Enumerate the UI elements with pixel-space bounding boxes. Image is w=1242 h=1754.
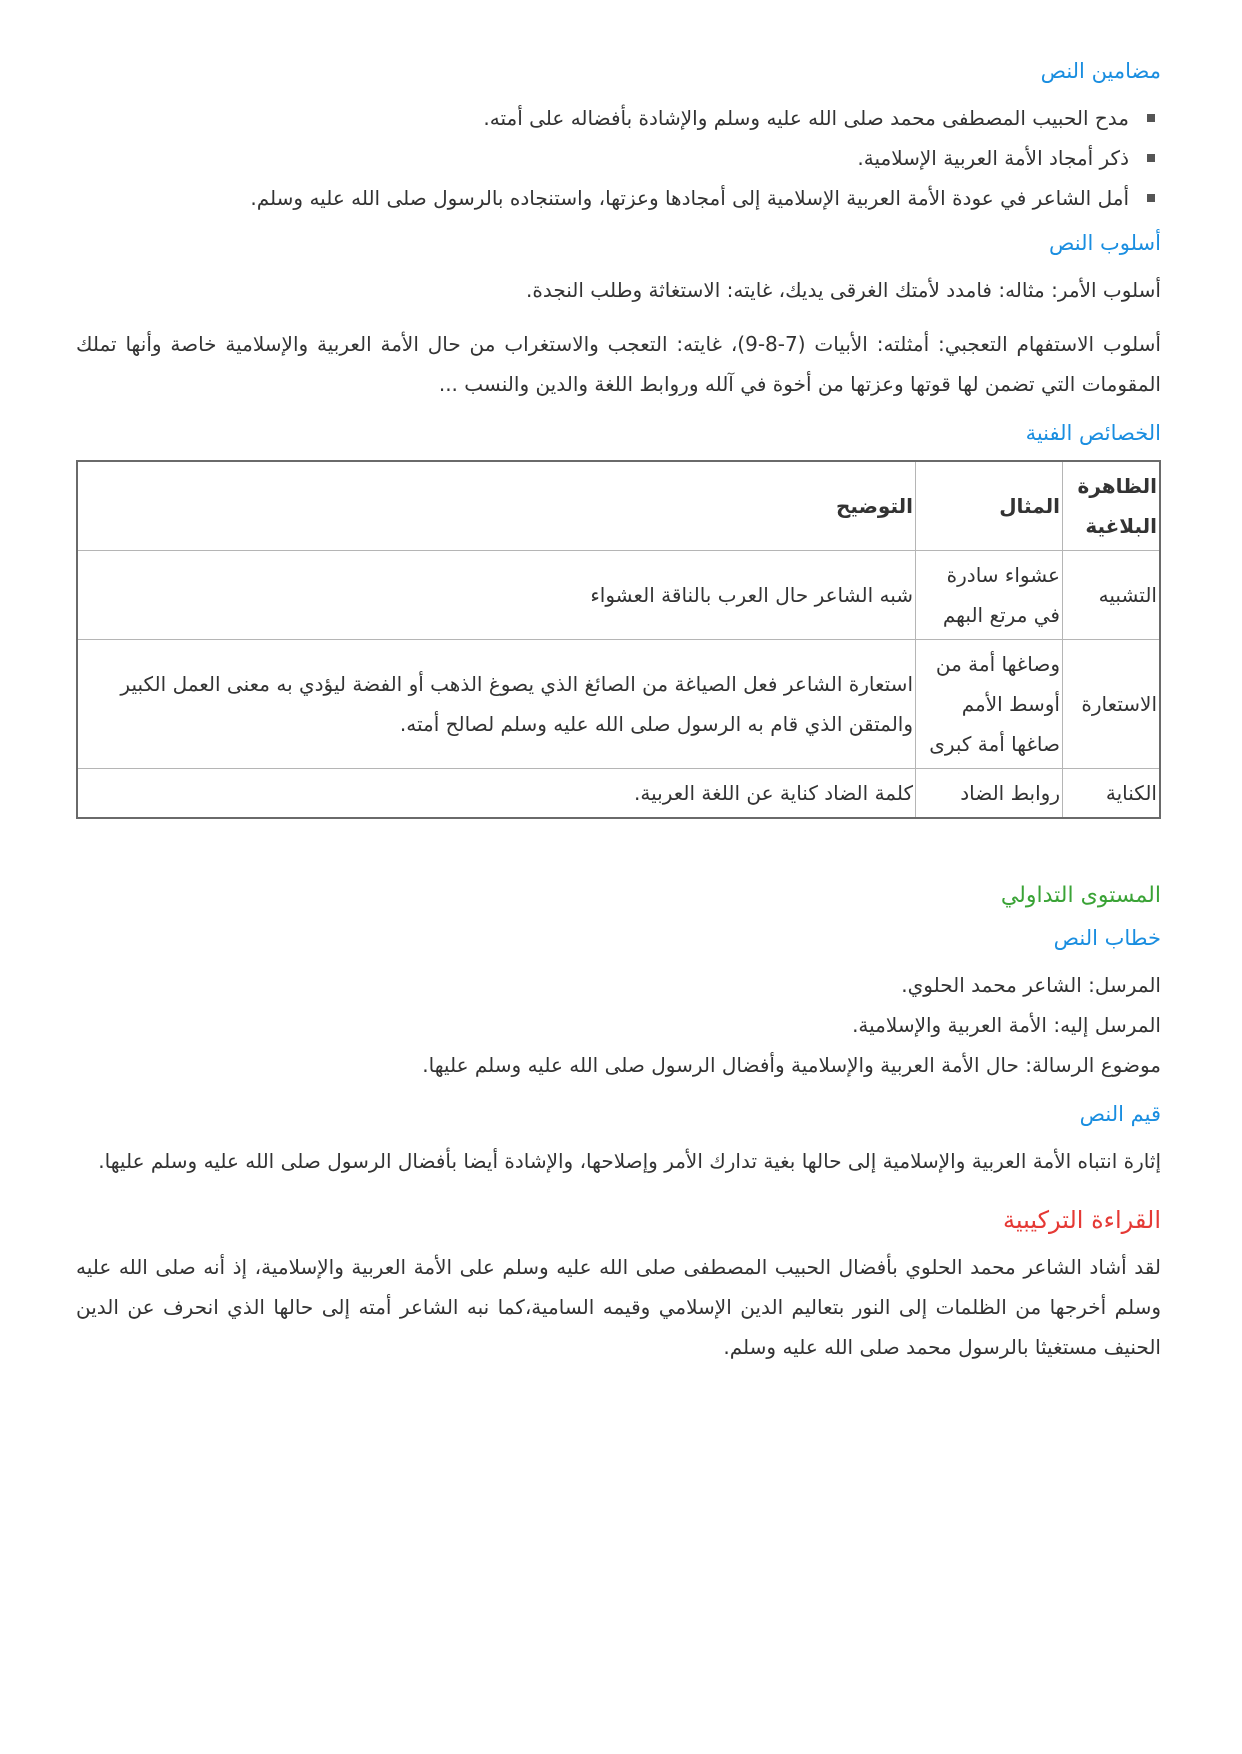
sender-text: المرسل: الشاعر محمد الحلوي. (901, 973, 1161, 997)
header-phenomenon: الظاهرة البلاغية (1063, 461, 1161, 551)
square-bullet-icon (1147, 154, 1155, 162)
values-heading: قيم النص (1079, 1102, 1161, 1126)
themes-heading: مضامين النص (1040, 59, 1161, 83)
features-heading: الخصائص الفنية (1025, 421, 1161, 445)
synthesis-heading: القراءة التركيبية (1002, 1206, 1161, 1234)
message-topic-text: موضوع الرسالة: حال الأمة العربية والإسلامية وأفضال الرسول صلى الله عليه وسلم عليها. (422, 1053, 1161, 1077)
values-text: إثارة انتباه الأمة العربية والإسلامية إلى حالها بغية تدارك الأمر وإصلاحها، والإشادة أيضا بأفضال الرسول صلى الله عليه وسلم عليها. (98, 1149, 1161, 1173)
square-bullet-icon (1147, 194, 1155, 202)
phenomenon-cell: الاستعارة (1063, 640, 1161, 769)
style-heading: أسلوب النص (1049, 231, 1161, 255)
list-item: مدح الحبيب المصطفى محمد صلى الله عليه وسلم والإشادة بأفضاله على أمته. (76, 98, 1161, 138)
example-cell: روابط الضاد (916, 769, 1063, 819)
synthesis-text: لقد أشاد الشاعر محمد الحلوي بأفضال الحبيب المصطفى صلى الله عليه وسلم على الأمة العربية والإسلامية، إذ أنه صلى الله عليه وسلم أخرجها من الظلمات إلى النور بتعاليم الدين الإسلامي وقيمه السامية،كما نبه الشاعر أمته إلى حالها الذي انحرف عن الدين الحنيف مستغيثا بالرسول محمد صلى الله عليه وسلم. (76, 1255, 1161, 1359)
list-item: ذكر أمجاد الأمة العربية الإسلامية. (76, 138, 1161, 178)
features-table (76, 460, 1161, 819)
phenomenon-cell: الكناية (1063, 769, 1161, 819)
square-bullet-icon (1147, 114, 1155, 122)
table-row (77, 769, 1160, 819)
header-explanation: التوضيح (77, 461, 916, 551)
explanation-cell: شبه الشاعر حال العرب بالناقة العشواء (77, 551, 916, 640)
pragmatic-heading: المستوى التداولي (1000, 883, 1161, 908)
recipient-text: المرسل إليه: الأمة العربية والإسلامية. (852, 1013, 1161, 1037)
explanation-cell: استعارة الشاعر فعل الصياغة من الصائغ الذي يصوغ الذهب أو الفضة ليؤدي به معنى العمل الكبير والمتقن الذي قام به الرسول صلى الله عليه وسلم لصالح أمته. (77, 640, 916, 769)
table-header-row (77, 461, 1160, 551)
header-example: المثال (916, 461, 1063, 551)
table-row (77, 551, 1160, 640)
example-cell: عشواء سادرة في مرتع البهم (916, 551, 1063, 640)
explanation-cell: كلمة الضاد كناية عن اللغة العربية. (77, 769, 916, 819)
imperative-style-text: أسلوب الأمر: مثاله: فامدد لأمتك الغرقى يديك، غايته: الاستغاثة وطلب النجدة. (526, 278, 1161, 302)
table-row (77, 640, 1160, 769)
interrogative-style-text: أسلوب الاستفهام التعجبي: أمثلته: الأبيات (7-8-9)، غايته: التعجب والاستغراب من حال الأمة العربية والإسلامية خاصة وأنها تملك المقومات التي تضمن لها قوتها وعزتها من أخوة في آلله وروابط اللغة والدين والنسب ... (76, 332, 1161, 396)
themes-list (76, 98, 1161, 218)
discourse-heading: خطاب النص (1053, 926, 1161, 950)
example-cell: وصاغها أمة من أوسط الأمم صاغها أمة كبرى (916, 640, 1063, 769)
phenomenon-cell: التشبيه (1063, 551, 1161, 640)
list-item: أمل الشاعر في عودة الأمة العربية الإسلامية إلى أمجادها وعزتها، واستنجاده بالرسول صلى الله عليه وسلم. (76, 178, 1161, 218)
